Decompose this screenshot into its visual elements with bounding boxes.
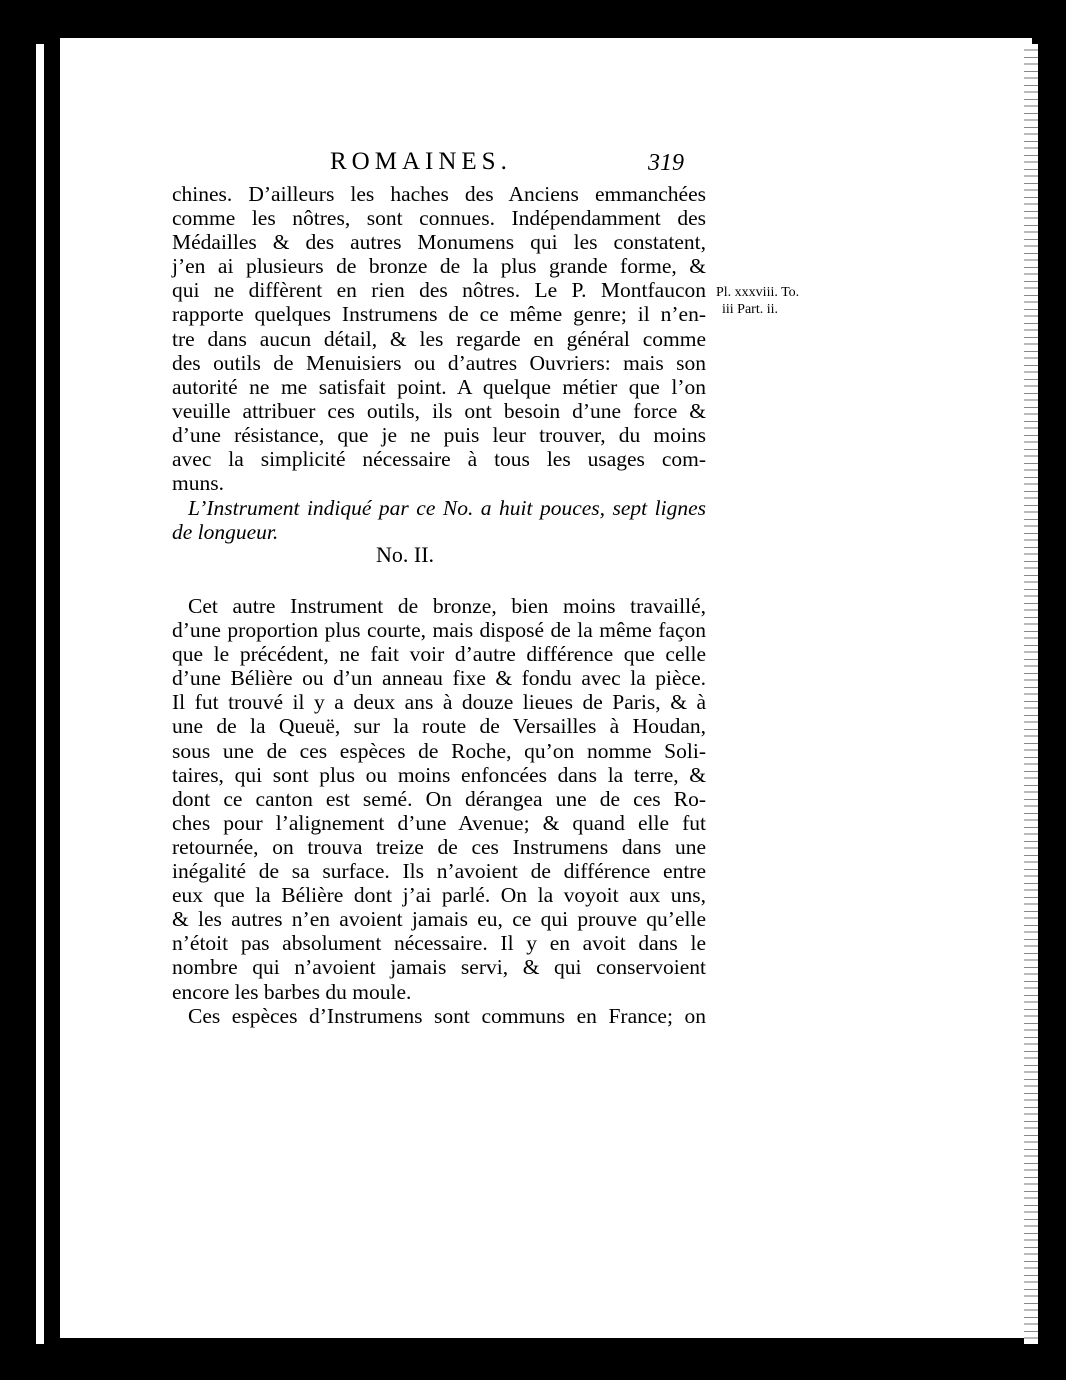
text-line: qui ne diffèrent en rien des nôtres. Le P. Montfaucon: [172, 278, 706, 303]
margin-note-line-2: iii Part. ii.: [722, 302, 778, 317]
text-line: sous une de ces espèces de Roche, qu’on nomme Soli-: [172, 738, 706, 763]
dimension-note: [172, 496, 706, 544]
text-line: muns.: [172, 471, 224, 496]
text-line: d’une résistance, que je ne puis leur trouver, du moins: [172, 422, 706, 447]
text-line: que le précédent, ne fait voir d’autre différence que celle: [172, 642, 706, 667]
running-head: ROMAINES.: [330, 148, 512, 175]
text-line: autorité ne me satisfait point. A quelque métier que l’on: [172, 374, 706, 399]
text-line: & les autres n’en avoient jamais eu, ce qui prouve qu’elle: [172, 907, 706, 932]
text-line: eux que la Bélière dont j’ai parlé. On la voyoit aux uns,: [172, 883, 706, 908]
text-line: dont ce canton est semé. On dérangea une de ces Ro-: [172, 786, 706, 811]
text-line: veuille attribuer ces outils, ils ont besoin d’une force &: [172, 398, 706, 423]
text-line: rapporte quelques Instrumens de ce même genre; il n’en-: [172, 302, 706, 327]
text-line: comme les nôtres, sont connues. Indépendamment des: [172, 206, 706, 231]
text-line: avec la simplicité nécessaire à tous les usages com-: [172, 447, 706, 472]
margin-note: [716, 284, 799, 318]
paragraph-2: [172, 594, 706, 1028]
section-title: No. II.: [376, 542, 435, 567]
text-line: des outils de Menuisiers ou d’autres Ouvriers: mais son: [172, 350, 706, 375]
text-line: Médailles & des autres Monumens qui les constatent,: [172, 230, 706, 255]
text-line: nombre qui n’avoient jamais servi, & qui conservoient: [172, 955, 706, 980]
text-line: retournée, on trouva treize de ces Instrumens dans une: [172, 834, 706, 859]
text-line: j’en ai plusieurs de bronze de la plus grande forme, &: [172, 254, 706, 279]
text-line: ches pour l’alignement d’une Avenue; & quand elle fut: [172, 810, 706, 835]
text-line: inégalité de sa surface. Ils n’avoient de différence entre: [172, 859, 706, 884]
text-line: Ces espèces d’Instrumens sont communs en France; on: [188, 1003, 706, 1028]
text-line: Il fut trouvé il y a deux ans à douze lieues de Paris, & à: [172, 690, 706, 715]
margin-note-line-1: Pl. xxxviii. To.: [716, 285, 800, 300]
text-line: encore les barbes du moule.: [172, 979, 412, 1004]
text-line: Cet autre Instrument de bronze, bien moins travaillé,: [188, 594, 706, 618]
text-line: tre dans aucun détail, & les regarde en général comme: [172, 326, 706, 351]
note-line: L’Instrument indiqué par ce No. a huit pouces, sept lignes: [188, 496, 706, 520]
page-right-edge: [1024, 44, 1038, 1344]
page-number: 319: [648, 150, 684, 176]
page-left-edge: [36, 44, 44, 1344]
paragraph-1: [172, 182, 706, 495]
text-line: n’étoit pas absolument nécessaire. Il y en avoit dans le: [172, 931, 706, 956]
text-line: taires, qui sont plus ou moins enfoncées dans la terre, &: [172, 762, 706, 787]
text-line: une de la Queuë, sur la route de Versailles à Houdan,: [172, 714, 706, 739]
text-line: d’une proportion plus courte, mais disposé de la même façon: [172, 618, 706, 643]
text-line: d’une Bélière ou d’un anneau fixe & fondu avec la pièce.: [172, 666, 706, 691]
note-line: de longueur.: [172, 520, 279, 545]
text-line: chines. D’ailleurs les haches des Anciens emmanchées: [172, 182, 706, 206]
